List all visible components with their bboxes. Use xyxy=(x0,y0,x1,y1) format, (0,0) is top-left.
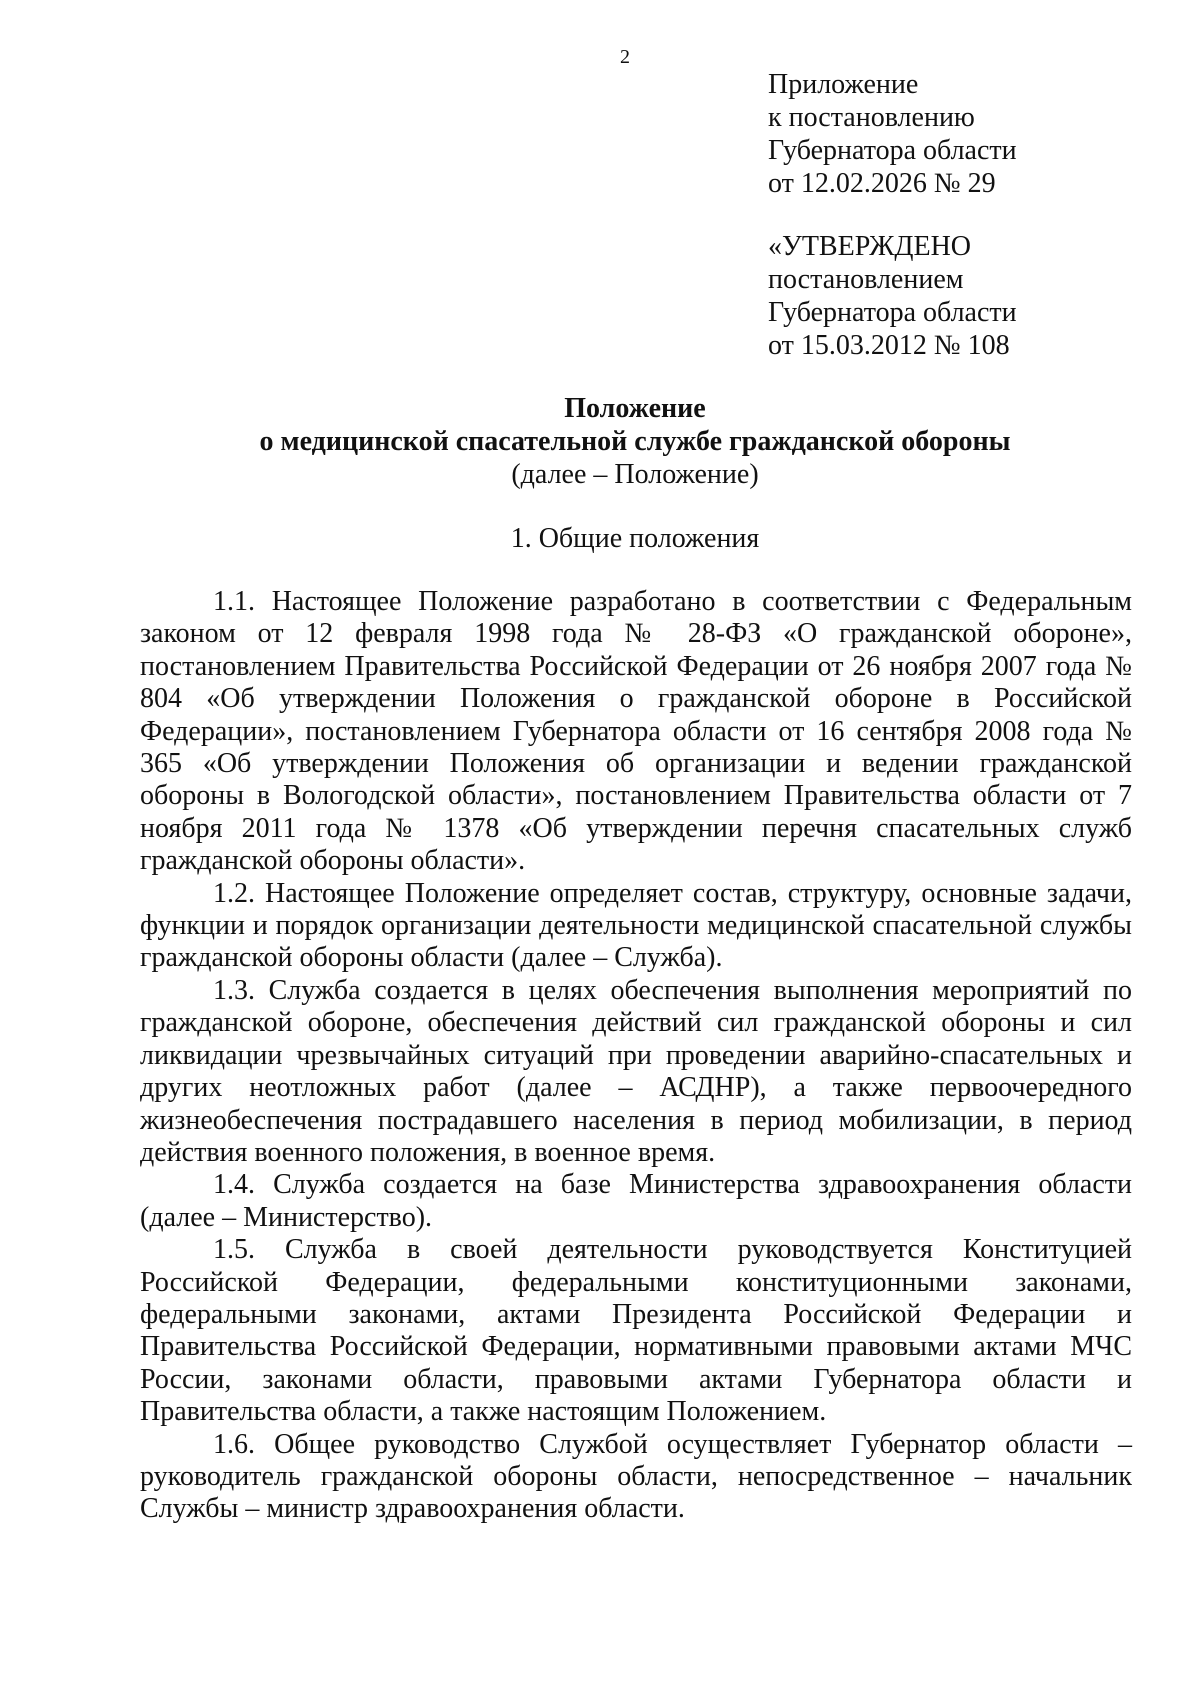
appendix-line: к постановлению xyxy=(768,102,975,133)
section-heading: 1. Общие положения xyxy=(510,523,760,554)
approval-block xyxy=(768,230,1017,362)
title-line-1: Положение xyxy=(564,393,706,424)
approval-line: от 15.03.2012 № 108 xyxy=(768,330,1010,361)
approval-line: «УТВЕРЖДЕНО xyxy=(768,231,972,262)
paragraph-1-4: 1.4. Служба создается на базе Министерства здравоохранения области (далее – Министерство). xyxy=(140,1169,1132,1233)
appendix-line: Приложение xyxy=(768,69,919,100)
paragraph-1-2: 1.2. Настоящее Положение определяет состав, структуру, основные задачи, функции и порядок организации деятельности медицинской спасательной службы гражданской обороны области (далее – Служба). xyxy=(140,877,1132,974)
appendix-line: от 12.02.2026 № 29 xyxy=(768,168,996,199)
paragraph-1-5: 1.5. Служба в своей деятельности руководствуется Конституцией Российской Федерации, федеральными конституционными законами, федеральными законами, актами Президента Российской Федерации и Правительства Российской Федерации, нормативными правовыми актами МЧС России, законами области, правовыми актами Губернатора области и Правительства области, а также настоящим Положением. xyxy=(140,1234,1132,1428)
document-title xyxy=(140,392,1130,491)
paragraph-1-3: 1.3. Служба создается в целях обеспечения выполнения мероприятий по гражданской обороне, обеспечения действий сил гражданской обороны и сил ликвидации чрезвычайных ситуаций при проведении аварийно-спасательных и других неотложных работ (далее – АСДНР), а также первоочередного жизнеобеспечения пострадавшего населения в период мобилизации, в период действия военного положения, в военное время. xyxy=(140,974,1132,1168)
title-line-2: о медицинской спасательной службе гражданской обороны xyxy=(259,426,1011,457)
approval-line: Губернатора области xyxy=(768,297,1017,328)
body-text xyxy=(140,586,1132,1526)
page-number: 2 xyxy=(620,46,630,68)
paragraph-1-6: 1.6. Общее руководство Службой осуществляет Губернатор области – руководитель гражданской обороны области, непосредственное – начальник Службы – министр здравоохранения области. xyxy=(140,1428,1132,1525)
title-line-3: (далее – Положение) xyxy=(511,459,759,490)
paragraph-1-1: 1.1. Настоящее Положение разработано в соответствии с Федеральным законом от 12 февраля 1998 года № 28-ФЗ «О гражданской обороне», постановлением Правительства Российской Федерации от 26 ноября 2007 года № 804 «Об утверждении Положения о гражданской обороне в Российской Федерации», постановлением Губернатора области от 16 сентября 2008 года № 365 «Об утверждении Положения об организации и ведении гражданской обороны в Вологодской области», постановлением Правительства области от 7 ноября 2011 года № 1378 «Об утверждении перечня спасательных служб гражданской обороны области». xyxy=(140,586,1132,877)
approval-line: постановлением xyxy=(768,264,964,295)
appendix-block xyxy=(768,68,1017,200)
appendix-line: Губернатора области xyxy=(768,135,1017,166)
